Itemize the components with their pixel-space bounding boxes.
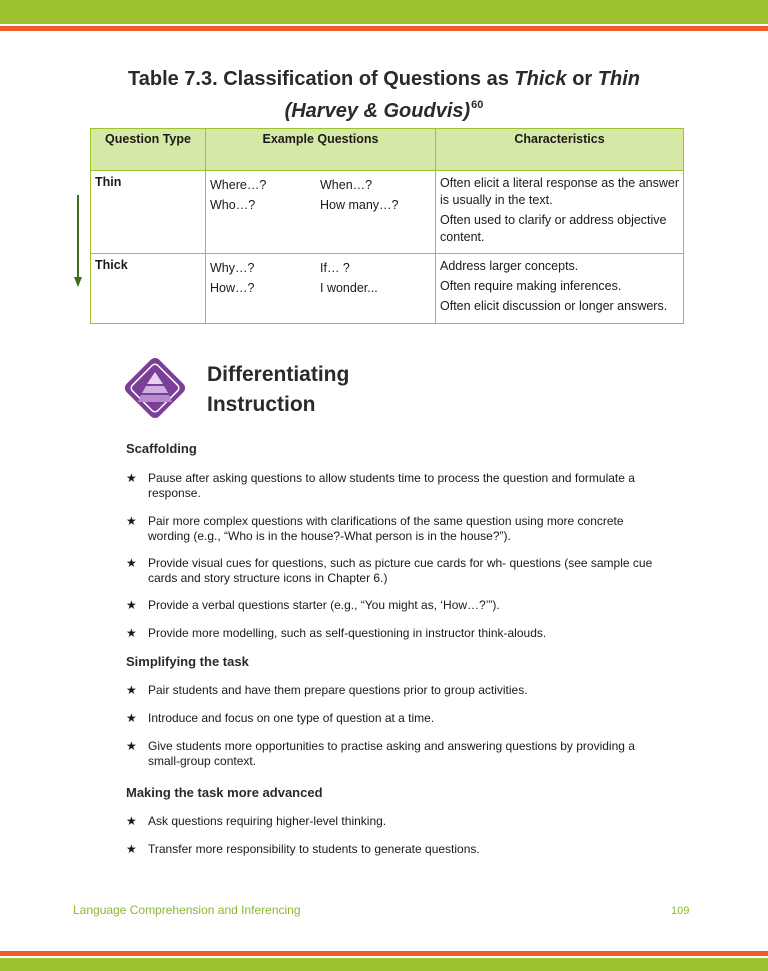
characteristics-cell: Often elicit a literal response as the answer is usually in the text. Often used to clarify or address objective content. (436, 171, 684, 254)
table-row (91, 254, 684, 324)
list-item: ★ Introduce and focus on one type of question at a time. (126, 711, 435, 725)
list-item: ★ Pause after asking questions to allow students time to process the question and formulate a response. (126, 471, 635, 500)
example-questions-cell: Where…? When…? Who…? How many…? (206, 171, 436, 254)
star-bullet-icon: ★ (126, 514, 137, 528)
bottom-green-band (0, 958, 768, 971)
subheading-simplifying: Simplifying the task (126, 654, 249, 669)
star-bullet-icon: ★ (126, 598, 137, 612)
star-bullet-icon: ★ (126, 471, 137, 485)
list-item: ★ Provide visual cues for questions, such as picture cue cards for wh- questions (see sample cue cards and story structure icons in Chapter 6.) (126, 556, 653, 585)
table-row (91, 171, 684, 254)
list-item: ★ Pair students and have them prepare questions prior to group activities. (126, 683, 528, 697)
list-item: ★ Provide a verbal questions starter (e.g., “You might as, ‘How…?’”). (126, 598, 500, 612)
header-question-type: Question Type (91, 129, 206, 171)
top-orange-band (0, 26, 768, 31)
star-bullet-icon: ★ (126, 739, 137, 753)
list-item: ★ Provide more modelling, such as self-questioning in instructor think-alouds. (126, 626, 547, 640)
list-item: ★ Transfer more responsibility to students to generate questions. (126, 842, 480, 856)
page-number: 109 (671, 905, 690, 917)
section-heading: Differentiating Instruction (207, 363, 350, 416)
pyramid-diamond-icon (120, 353, 190, 423)
header-characteristics: Characteristics (436, 129, 684, 171)
header-example-questions: Example Questions (206, 129, 436, 171)
footer-title: Language Comprehension and Inferencing (73, 903, 301, 917)
star-bullet-icon: ★ (126, 711, 137, 725)
star-bullet-icon: ★ (126, 842, 137, 856)
down-arrow-icon (73, 195, 83, 287)
subheading-scaffolding: Scaffolding (126, 441, 197, 456)
characteristics-cell: Address larger concepts. Often require making inferences. Often elicit discussion or longer answers. (436, 254, 684, 324)
list-item: ★ Ask questions requiring higher-level thinking. (126, 814, 387, 828)
list-item: ★ Give students more opportunities to practise asking and answering questions by providing a small-group context. (126, 739, 635, 768)
star-bullet-icon: ★ (126, 556, 137, 570)
bottom-orange-band (0, 951, 768, 956)
star-bullet-icon: ★ (126, 683, 137, 697)
star-bullet-icon: ★ (126, 626, 137, 640)
question-classification-table (90, 128, 684, 324)
table-title: Table 7.3. Classification of Questions as Thick or Thin (Harvey & Goudvis)$^{60}$ (128, 68, 640, 122)
example-questions-cell: Why…? If… ? How…? I wonder... (206, 254, 436, 324)
star-bullet-icon: ★ (126, 814, 137, 828)
list-item: ★ Pair more complex questions with clarifications of the same question using more concrete wording (e.g., “Who is in the house?-What person is in the house?”). (126, 514, 624, 543)
top-green-band (0, 0, 768, 24)
subheading-advanced: Making the task more advanced (126, 785, 323, 800)
question-type-cell: Thin (91, 171, 206, 254)
question-type-cell: Thick (91, 254, 206, 324)
